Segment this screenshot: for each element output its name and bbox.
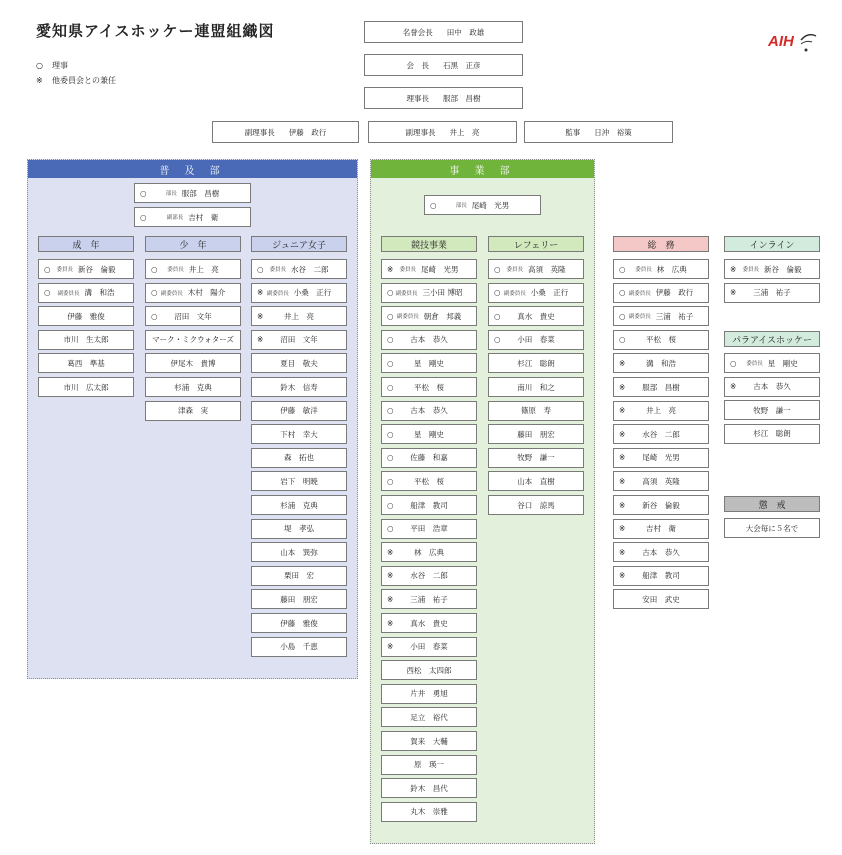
member-box xyxy=(251,495,347,515)
member-box xyxy=(488,495,584,515)
member-box xyxy=(381,283,477,303)
member-box xyxy=(488,306,584,326)
concurrent-mark: ※ xyxy=(257,335,264,345)
member-box xyxy=(613,519,709,539)
role-label: 副委員長 xyxy=(503,290,526,297)
role-label: 副委員長 xyxy=(160,290,183,297)
member-box xyxy=(251,566,347,586)
vice-chairman-1 xyxy=(212,121,359,143)
member-box xyxy=(381,613,477,633)
person-name: 葛西 準基 xyxy=(67,358,105,368)
member-box xyxy=(724,259,820,279)
person-name: 沼田 文年 xyxy=(174,311,212,321)
person-name: 森 拓也 xyxy=(284,453,314,463)
person-name: 真水 貴史 xyxy=(517,311,555,321)
person-name: 井上 亮 xyxy=(449,127,480,137)
concurrent-mark: ※ xyxy=(387,594,394,604)
person-name: 尾崎 光男 xyxy=(642,453,680,463)
committee-header: 競技事業 xyxy=(381,236,477,252)
legend-mark: ○ xyxy=(36,61,43,70)
concurrent-mark: ※ xyxy=(619,547,626,557)
person-name: 三小田 博昭 xyxy=(422,288,463,298)
person-name: 大会毎に５名で xyxy=(745,523,799,533)
concurrent-mark: ※ xyxy=(387,264,394,274)
person-name: 山本 巽弥 xyxy=(280,547,318,557)
member-box xyxy=(381,471,477,491)
person-name: 岩下 明暁 xyxy=(280,476,318,486)
legend-item-concurrent xyxy=(36,75,116,86)
role-label: 副委員長 xyxy=(628,290,651,297)
person-name: 木村 陽介 xyxy=(187,288,226,298)
top-chairman xyxy=(364,87,523,109)
member-box xyxy=(724,353,820,373)
person-name: 船津 教司 xyxy=(642,571,680,581)
fukyu-department-title: 普 及 部 xyxy=(28,160,357,178)
member-box xyxy=(488,283,584,303)
director-mark: ○ xyxy=(730,358,737,368)
member-box xyxy=(251,613,347,633)
role-label: 副委員長 xyxy=(628,314,651,321)
member-box xyxy=(381,353,477,373)
top-president xyxy=(364,54,523,76)
director-mark: ○ xyxy=(140,188,147,198)
auditor xyxy=(524,121,673,143)
committee-header: インライン xyxy=(724,236,820,252)
person-name: 星 剛史 xyxy=(414,358,444,368)
member-box xyxy=(488,401,584,421)
person-name: 杉江 聡朗 xyxy=(753,429,791,439)
member-box xyxy=(38,306,134,326)
person-name: 水谷 二郎 xyxy=(291,264,329,274)
director-mark: ○ xyxy=(387,382,394,392)
person-name: 平松 桜 xyxy=(414,476,444,486)
person-name: 杉浦 克典 xyxy=(280,500,318,510)
person-name: 井上 亮 xyxy=(188,264,219,274)
member-box xyxy=(613,330,709,350)
director-mark: ○ xyxy=(494,264,501,274)
person-name: 安田 武史 xyxy=(642,594,680,604)
person-name: 平松 桜 xyxy=(414,382,444,392)
member-box xyxy=(724,424,820,444)
person-name: 古本 恭久 xyxy=(642,547,680,557)
concurrent-mark: ※ xyxy=(387,642,394,652)
person-name: 服部 昌樹 xyxy=(443,93,481,103)
member-box xyxy=(251,471,347,491)
person-name: 市川 生太郎 xyxy=(63,335,109,345)
concurrent-mark: ※ xyxy=(257,311,264,321)
person-name: 小田 春菜 xyxy=(410,642,448,652)
person-name: 新谷 倫毅 xyxy=(642,500,680,510)
person-name: 賀来 大輔 xyxy=(410,736,448,746)
concurrent-mark: ※ xyxy=(619,524,626,534)
person-name: 水谷 二郎 xyxy=(642,429,680,439)
member-box xyxy=(488,259,584,279)
director-mark: ○ xyxy=(387,406,394,416)
member-box xyxy=(381,259,477,279)
member-box xyxy=(251,377,347,397)
member-box xyxy=(488,377,584,397)
member-box xyxy=(134,207,251,227)
member-box xyxy=(251,330,347,350)
concurrent-mark: ※ xyxy=(730,264,737,274)
committee-header: ジュニア女子 xyxy=(251,236,347,252)
role-label: 理事長 xyxy=(406,93,429,103)
member-box xyxy=(488,471,584,491)
person-name: 伊藤 政行 xyxy=(288,127,327,137)
member-box xyxy=(724,377,820,397)
member-box xyxy=(145,377,241,397)
person-name: 片井 勇旭 xyxy=(410,689,448,699)
concurrent-mark: ※ xyxy=(257,288,264,298)
member-box xyxy=(38,377,134,397)
person-name: 溝 和浩 xyxy=(84,288,115,298)
person-name: 小田 春菜 xyxy=(517,335,555,345)
member-box xyxy=(381,424,477,444)
legend-mark: ※ xyxy=(36,76,43,85)
person-name: 西松 太四郎 xyxy=(406,665,452,675)
person-name: 足立 裕代 xyxy=(410,712,448,722)
member-box xyxy=(38,353,134,373)
person-name: 市川 広太郎 xyxy=(63,382,109,392)
person-name: 林 広典 xyxy=(414,547,444,557)
director-mark: ○ xyxy=(619,335,626,345)
member-box xyxy=(381,448,477,468)
person-name: 山本 直樹 xyxy=(517,476,555,486)
committee-header: 懲 戒 xyxy=(724,496,820,512)
member-box xyxy=(381,731,477,751)
member-box xyxy=(613,424,709,444)
person-name: 下村 幸大 xyxy=(280,429,318,439)
person-name: 井上 亮 xyxy=(284,311,314,321)
member-box xyxy=(251,283,347,303)
person-name: 鈴木 信寿 xyxy=(280,382,318,392)
role-label: 部長 xyxy=(165,191,177,197)
member-box xyxy=(381,377,477,397)
member-box xyxy=(613,306,709,326)
director-mark: ○ xyxy=(619,311,626,321)
person-name: 古本 恭久 xyxy=(410,335,448,345)
person-name: 石黒 正彦 xyxy=(443,60,481,70)
person-name: 新谷 倫毅 xyxy=(78,264,116,274)
director-mark: ○ xyxy=(140,212,147,222)
person-name: 鈴木 昌代 xyxy=(410,783,448,793)
concurrent-mark: ※ xyxy=(387,571,394,581)
aih-logo xyxy=(768,28,818,54)
person-name: 伊藤 雅俊 xyxy=(67,311,105,321)
member-box xyxy=(613,542,709,562)
role-label: 委員長 xyxy=(742,267,759,273)
member-box xyxy=(251,589,347,609)
role-label: 会 長 xyxy=(406,60,429,70)
person-name: 沼田 文年 xyxy=(280,335,318,345)
member-box xyxy=(381,802,477,822)
member-box xyxy=(251,306,347,326)
director-mark: ○ xyxy=(387,453,394,463)
member-box xyxy=(134,183,251,203)
person-name: 新谷 倫毅 xyxy=(764,264,802,274)
director-mark: ○ xyxy=(387,358,394,368)
member-box xyxy=(381,755,477,775)
member-box xyxy=(724,518,820,538)
person-name: 小桑 正行 xyxy=(293,288,332,298)
member-box xyxy=(251,401,347,421)
member-box xyxy=(251,424,347,444)
director-mark: ○ xyxy=(494,288,501,298)
person-name: 伊尾木 貴博 xyxy=(170,358,216,368)
person-name: 服部 昌樹 xyxy=(181,188,220,198)
role-label: 委員長 xyxy=(506,267,523,273)
person-name: 日沖 裕策 xyxy=(594,127,632,137)
director-mark: ○ xyxy=(494,311,501,321)
director-mark: ○ xyxy=(494,335,501,345)
member-box xyxy=(613,589,709,609)
member-box xyxy=(381,660,477,680)
vice-chairman-2 xyxy=(368,121,517,143)
director-mark: ○ xyxy=(387,429,394,439)
member-box xyxy=(381,306,477,326)
concurrent-mark: ※ xyxy=(730,382,737,392)
person-name: 津森 実 xyxy=(178,406,208,416)
director-mark: ○ xyxy=(151,264,158,274)
member-box xyxy=(724,400,820,420)
role-label: 副理事長 xyxy=(244,127,275,137)
role-label: 監事 xyxy=(565,127,581,137)
person-name: 伊藤 敏洋 xyxy=(280,406,318,416)
director-mark: ○ xyxy=(387,500,394,510)
member-box xyxy=(145,283,241,303)
role-label: 副部長 xyxy=(166,215,184,221)
member-box xyxy=(251,353,347,373)
member-box xyxy=(381,778,477,798)
legend-item-director xyxy=(36,60,68,71)
person-name: 平田 浩章 xyxy=(410,524,448,534)
concurrent-mark: ※ xyxy=(387,618,394,628)
logo-text: AIH xyxy=(768,33,794,50)
legend-text: 他委員会との兼任 xyxy=(52,76,116,85)
director-mark: ○ xyxy=(619,264,626,274)
member-box xyxy=(38,330,134,350)
member-box xyxy=(145,353,241,373)
person-name: 平松 桜 xyxy=(646,335,676,345)
member-box xyxy=(381,330,477,350)
person-name: 高須 英隆 xyxy=(642,476,680,486)
member-box xyxy=(251,542,347,562)
person-name: 高須 英隆 xyxy=(528,264,566,274)
member-box xyxy=(613,283,709,303)
member-box xyxy=(613,566,709,586)
person-name: 船津 教司 xyxy=(410,500,448,510)
director-mark: ○ xyxy=(44,264,51,274)
person-name: 星 剛史 xyxy=(767,358,798,368)
role-label: 委員長 xyxy=(56,267,73,273)
person-name: 溝 和浩 xyxy=(646,358,676,368)
member-box xyxy=(613,353,709,373)
role-label: 副委員長 xyxy=(266,290,289,297)
person-name: 南川 和之 xyxy=(517,382,555,392)
member-box xyxy=(381,542,477,562)
director-mark: ○ xyxy=(257,264,264,274)
concurrent-mark: ※ xyxy=(619,429,626,439)
person-name: 朝倉 邦義 xyxy=(423,311,462,321)
member-box xyxy=(381,637,477,657)
person-name: 真水 貴史 xyxy=(410,618,448,628)
person-name: 三浦 祐子 xyxy=(753,288,791,298)
person-name: 杉浦 克典 xyxy=(174,382,212,392)
person-name: 吉村 衛 xyxy=(646,524,676,534)
director-mark: ○ xyxy=(387,476,394,486)
person-name: 谷口 諒馬 xyxy=(517,500,555,510)
person-name: 丸木 崇雅 xyxy=(410,807,448,817)
member-box xyxy=(424,195,541,215)
person-name: 伊藤 雅俊 xyxy=(280,618,318,628)
member-box xyxy=(724,283,820,303)
committee-header: パラアイスホッケー xyxy=(724,331,820,347)
role-label: 委員長 xyxy=(635,267,652,273)
role-label: 部長 xyxy=(455,203,467,209)
jigyo-department-title: 事 業 部 xyxy=(371,160,594,178)
role-label: 副委員長 xyxy=(395,290,418,297)
role-label: 副委員長 xyxy=(396,314,419,321)
member-box xyxy=(38,283,134,303)
person-name: 吉村 衛 xyxy=(188,212,219,222)
concurrent-mark: ※ xyxy=(619,500,626,510)
member-box xyxy=(251,519,347,539)
concurrent-mark: ※ xyxy=(619,571,626,581)
person-name: 堤 孝弘 xyxy=(284,524,314,534)
director-mark: ○ xyxy=(44,288,51,298)
member-box xyxy=(145,306,241,326)
member-box xyxy=(381,684,477,704)
person-name: 藤田 朋宏 xyxy=(280,594,318,604)
person-name: マーク・ミクウォターズ xyxy=(152,335,234,345)
legend-text: 理事 xyxy=(52,61,68,70)
director-mark: ○ xyxy=(387,335,394,345)
person-name: 古本 恭久 xyxy=(753,382,791,392)
person-name: 篠原 寿 xyxy=(521,406,551,416)
person-name: 尾崎 光男 xyxy=(421,264,459,274)
member-box xyxy=(488,448,584,468)
role-label: 委員長 xyxy=(746,361,763,367)
member-box xyxy=(145,401,241,421)
member-box xyxy=(613,495,709,515)
member-box xyxy=(488,353,584,373)
role-label: 名誉会長 xyxy=(402,27,433,37)
concurrent-mark: ※ xyxy=(730,288,737,298)
person-name: 杉江 聡朗 xyxy=(517,358,555,368)
person-name: 水谷 二郎 xyxy=(410,571,448,581)
concurrent-mark: ※ xyxy=(619,382,626,392)
director-mark: ○ xyxy=(387,311,394,321)
person-name: 小島 千恵 xyxy=(280,642,318,652)
page-title: 愛知県アイスホッケー連盟組織図 xyxy=(36,22,275,40)
concurrent-mark: ※ xyxy=(619,358,626,368)
committee-header: 少 年 xyxy=(145,236,241,252)
person-name: 三浦 祐子 xyxy=(655,311,694,321)
member-box xyxy=(251,259,347,279)
member-box xyxy=(381,589,477,609)
person-name: 服部 昌樹 xyxy=(642,382,680,392)
person-name: 佐藤 和嘉 xyxy=(410,453,448,463)
person-name: 藤田 朋宏 xyxy=(517,429,555,439)
person-name: 星 剛史 xyxy=(414,429,444,439)
member-box xyxy=(38,259,134,279)
concurrent-mark: ※ xyxy=(619,406,626,416)
person-name: 尾崎 光男 xyxy=(471,200,510,210)
member-box xyxy=(145,330,241,350)
person-name: 林 広典 xyxy=(656,264,687,274)
member-box xyxy=(381,707,477,727)
role-label: 委員長 xyxy=(269,267,286,273)
committee-header: 総 務 xyxy=(613,236,709,252)
member-box xyxy=(251,637,347,657)
concurrent-mark: ※ xyxy=(619,453,626,463)
person-name: 夏目 敬夫 xyxy=(280,358,318,368)
person-name: 田中 政雄 xyxy=(446,27,485,37)
person-name: 牧野 謙一 xyxy=(753,405,791,415)
member-box xyxy=(613,448,709,468)
member-box xyxy=(381,401,477,421)
director-mark: ○ xyxy=(619,288,626,298)
member-box xyxy=(488,330,584,350)
member-box xyxy=(381,495,477,515)
director-mark: ○ xyxy=(151,311,158,321)
person-name: 伊藤 政行 xyxy=(655,288,694,298)
person-name: 原 瑛一 xyxy=(414,760,444,770)
role-label: 委員長 xyxy=(399,267,416,273)
member-box xyxy=(381,566,477,586)
member-box xyxy=(251,448,347,468)
director-mark: ○ xyxy=(387,288,394,298)
committee-header: 成 年 xyxy=(38,236,134,252)
director-mark: ○ xyxy=(387,524,394,534)
person-name: 古本 恭久 xyxy=(410,406,448,416)
concurrent-mark: ※ xyxy=(387,547,394,557)
person-name: 三浦 祐子 xyxy=(410,594,448,604)
member-box xyxy=(488,424,584,444)
role-label: 副理事長 xyxy=(405,127,436,137)
director-mark: ○ xyxy=(151,288,158,298)
person-name: 井上 亮 xyxy=(646,406,676,416)
member-box xyxy=(613,471,709,491)
role-label: 副委員長 xyxy=(57,290,80,297)
person-name: 栗田 宏 xyxy=(284,571,314,581)
member-box xyxy=(613,401,709,421)
concurrent-mark: ※ xyxy=(619,476,626,486)
person-name: 牧野 謙一 xyxy=(517,453,555,463)
member-box xyxy=(613,259,709,279)
person-name: 小桑 正行 xyxy=(530,288,569,298)
role-label: 委員長 xyxy=(167,267,184,273)
member-box xyxy=(381,519,477,539)
member-box xyxy=(145,259,241,279)
director-mark: ○ xyxy=(430,200,437,210)
committee-header: レフェリー xyxy=(488,236,584,252)
top-honorary-president xyxy=(364,21,523,43)
member-box xyxy=(613,377,709,397)
